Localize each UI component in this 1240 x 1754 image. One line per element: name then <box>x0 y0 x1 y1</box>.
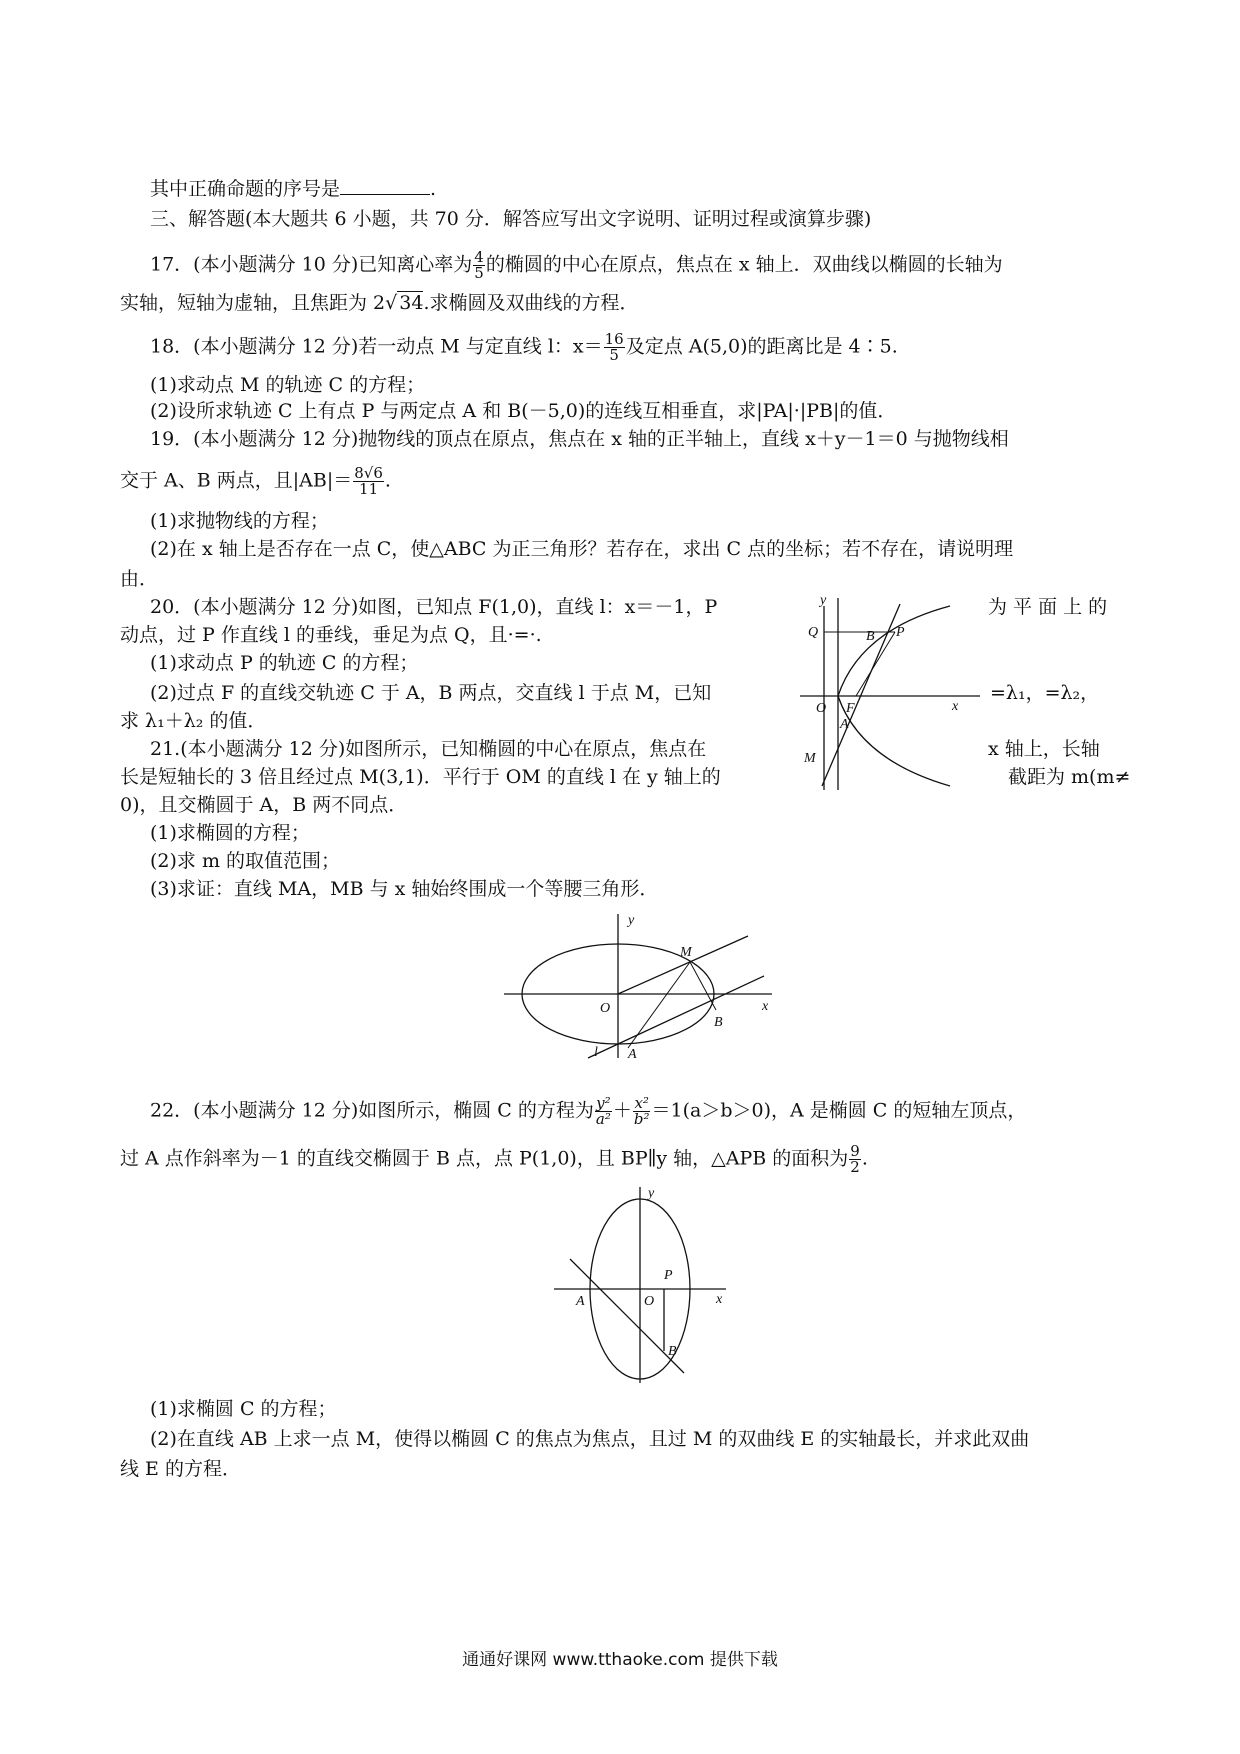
q20-part2: (2)过点 F 的直线交轨迹 C 于 A，B 两点，交直线 l 于点 M，已知 <box>150 682 712 704</box>
label-y: y <box>648 1186 655 1201</box>
numerator: x² <box>634 1094 649 1112</box>
q20-part2-cont: 求 λ₁＋λ₂ 的值． <box>120 710 267 732</box>
numerator: 8√6 <box>354 464 383 482</box>
text: ＋ <box>612 1099 632 1122</box>
numerator: 9 <box>850 1142 860 1160</box>
q20-part2-right: =λ₁，=λ₂， <box>990 682 1100 704</box>
section-heading: 三、解答题(本大题共 6 小题，共 70 分．解答应写出文字说明、证明过程或演算步骤) <box>150 208 872 230</box>
numerator: y² <box>596 1094 611 1112</box>
text: 22．(本小题满分 12 分)如图所示，椭圆 C 的方程为 <box>150 1099 594 1122</box>
text: 及定点 A(5,0)的距离比是 4∶5. <box>625 335 898 358</box>
numerator: 16 <box>604 330 624 348</box>
denominator: 5 <box>609 346 619 364</box>
label-O: O <box>600 1001 611 1016</box>
denominator: 11 <box>359 480 379 498</box>
label-A: A <box>628 1047 637 1060</box>
figure-q22-ellipse <box>550 1185 730 1385</box>
q19-part2: (2)在 x 轴上是否存在一点 C，使△ABC 为正三角形？若存在，求出 C 点的坐标；若不存在，请说明理 <box>150 538 1014 560</box>
q19-part1: (1)求抛物线的方程； <box>150 510 329 532</box>
sqrt-radicand: 34 <box>399 292 424 314</box>
q22-part2-cont: 线 E 的方程． <box>120 1458 241 1480</box>
label-B: B <box>714 1015 723 1030</box>
label-x: x <box>716 1292 723 1307</box>
q21-part3: (3)求证：直线 MA，MB 与 x 轴始终围成一个等腰三角形． <box>150 878 659 900</box>
q19-line2 <box>120 466 391 497</box>
q18-part2: (2)设所求轨迹 C 上有点 P 与两定点 A 和 B(－5,0)的连线互相垂直，求|PA|·|PB|的值． <box>150 400 897 422</box>
numerator: 4 <box>474 248 484 266</box>
figure-q21-ellipse <box>500 910 780 1060</box>
q22-line1 <box>150 1096 1026 1127</box>
line-l <box>588 976 764 1058</box>
label-F: F <box>846 701 855 716</box>
label-A: A <box>576 1294 585 1309</box>
denominator: a² <box>595 1110 611 1128</box>
text: . <box>430 178 437 200</box>
q22-part2: (2)在直线 AB 上求一点 M，使得以椭圆 C 的焦点为焦点，且过 M 的双曲线 E 的实轴最长，并求此双曲 <box>150 1428 1030 1450</box>
q22-part1: (1)求椭圆 C 的方程； <box>150 1398 337 1420</box>
q22-line2 <box>120 1144 868 1175</box>
page-footer: 通通好课网 www.tthaoke.com 提供下载 <box>462 1650 778 1670</box>
text: 其中正确命题的序号是 <box>150 178 341 200</box>
text: 过 A 点作斜率为－1 的直线交椭圆于 B 点，点 P(1,0)，且 BP∥y 轴，△APB 的面积为 <box>120 1147 849 1170</box>
denominator: 5 <box>474 264 484 282</box>
q21-line1-right: x 轴上，长轴 <box>988 738 1100 760</box>
q19-part2-cont: 由． <box>120 568 159 590</box>
label-y: y <box>820 593 827 608</box>
q17-line2 <box>120 290 638 316</box>
label-P: P <box>896 625 905 640</box>
q17-line1 <box>150 250 1003 281</box>
fraction <box>353 466 384 497</box>
segment-MA <box>628 962 690 1048</box>
denominator: 2 <box>850 1158 860 1176</box>
figure-q20-parabola <box>800 590 980 790</box>
fraction-y2-a2 <box>595 1096 612 1127</box>
text: . <box>861 1147 868 1170</box>
denominator: b² <box>633 1110 650 1128</box>
answer-blank <box>340 176 430 195</box>
label-A: A <box>840 717 849 732</box>
fraction <box>849 1144 861 1175</box>
label-O: O <box>644 1294 655 1309</box>
label-P: P <box>664 1268 673 1283</box>
label-l: l <box>594 1045 598 1060</box>
text: 实轴，短轴为虚轴，且焦距为 2 <box>120 292 386 314</box>
q20-line1-right: 为 平 面 上 的 <box>988 596 1108 618</box>
fill-blank-line <box>150 176 436 202</box>
text: 18．(本小题满分 12 分)若一动点 M 与定直线 l：x＝ <box>150 335 603 358</box>
sqrt-sign: √ <box>385 292 398 314</box>
text: .求椭圆及双曲线的方程． <box>423 292 639 314</box>
text: 交于 A、B 两点，且|AB|＝ <box>120 469 353 492</box>
q20-part1: (1)求动点 P 的轨迹 C 的方程； <box>150 652 419 674</box>
q18-part1: (1)求动点 M 的轨迹 C 的方程； <box>150 374 426 396</box>
fraction-x2-b2 <box>633 1096 651 1127</box>
q21-line1: 21.(本小题满分 12 分)如图所示，已知椭圆的中心在原点，焦点在 <box>150 738 707 760</box>
text: . <box>384 469 391 492</box>
text: 17．(本小题满分 10 分)已知离心率为 <box>150 253 473 276</box>
q21-line2-right: 截距为 m(m≠ <box>1008 766 1131 788</box>
label-B: B <box>866 629 875 644</box>
q21-part1: (1)求椭圆的方程； <box>150 822 310 844</box>
label-B: B <box>668 1344 677 1359</box>
fraction <box>473 250 485 281</box>
fraction <box>604 332 625 363</box>
q20-line2: 动点，过 P 作直线 l 的垂线，垂足为点 Q，且·=·. <box>120 624 542 646</box>
text: ＝1(a＞b＞0)，A 是椭圆 C 的短轴左顶点， <box>651 1099 1027 1122</box>
label-Q: Q <box>808 625 819 640</box>
q21-line2: 长是短轴长的 3 倍且经过点 M(3,1)．平行于 OM 的直线 l 在 y 轴上的 <box>120 766 721 788</box>
text: 的椭圆的中心在原点，焦点在 x 轴上．双曲线以椭圆的长轴为 <box>485 253 1003 276</box>
q21-part2: (2)求 m 的取值范围； <box>150 850 341 872</box>
label-y: y <box>628 913 635 928</box>
q18-line1 <box>150 332 898 363</box>
label-x: x <box>762 999 769 1014</box>
q19-line1: 19．(本小题满分 12 分)抛物线的顶点在原点，焦点在 x 轴的正半轴上，直线 x＋y－1＝0 与抛物线相 <box>150 428 1009 450</box>
label-O: O <box>816 701 827 716</box>
label-M: M <box>804 751 816 766</box>
label-M: M <box>680 945 692 960</box>
q21-line3: 0)，且交椭圆于 A，B 两不同点． <box>120 794 408 816</box>
q20-line1: 20．(本小题满分 12 分)如图，已知点 F(1,0)，直线 l：x＝－1，P <box>150 596 718 618</box>
label-x: x <box>952 699 959 714</box>
